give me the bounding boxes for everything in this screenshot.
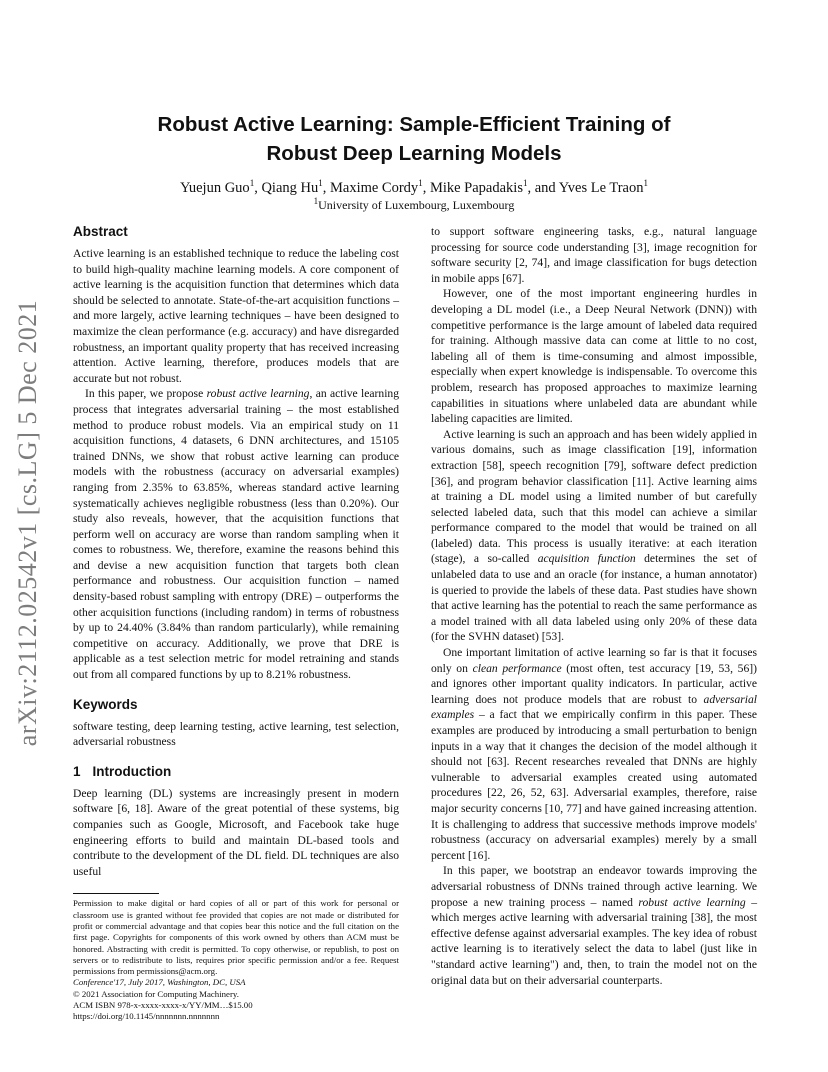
isbn-line: ACM ISBN 978-x-xxxx-xxxx-x/YY/MM…$15.00 [73, 1000, 253, 1011]
section-heading-introduction [73, 764, 399, 780]
intro-paragraph [431, 645, 757, 863]
author-name: Maxime Cordy [329, 179, 419, 196]
emphasis: acquisition function [537, 552, 636, 566]
title-line-2: Robust Deep Learning Models [266, 142, 562, 165]
author-name: Yuejun Guo [180, 179, 250, 196]
intro-paragraph [431, 427, 757, 645]
text-run: In this paper, we bootstrap an endeavor towards improving the adversarial robustness of DNNs trained through active learning. We propose a new training process – named [431, 864, 757, 909]
author-name: Qiang Hu [261, 179, 319, 196]
abstract-paragraph: Active learning is an established technique to reduce the labeling cost to build high-quality machine learning models. A core component of active learning is the acquisition function that determines which data should be selected to annotate. State-of-the-art acquisition functions – and more largely, active learning techniques – have been designed to maximize the clean performance (e.g. accuracy) and have disregarded robustness, an important quality property that has received increasing attention. Active learning, therefore, produces models that are accurate but not robust. [73, 247, 399, 385]
text-run: determines the set of unlabeled data to use and an oracle (for instance, a human annotator) is queried to provide the labels of these data. Past studies have shown that active learning has the potential to reach the same performance as a model trained with all data labeled using only 20% of these data (for the SVHN dataset) [53]. [431, 552, 757, 644]
section-title: Introduction [92, 763, 172, 779]
doi-line: https://doi.org/10.1145/nnnnnnn.nnnnnnn [73, 1011, 220, 1022]
affiliation-text: University of Luxembourg, Luxembourg [318, 198, 515, 212]
text-run: One important limitation of active learning so far is that it focuses only on [431, 646, 757, 675]
text-run: In this paper, we propose [85, 387, 207, 401]
arxiv-identifier-text: arXiv:2112.02542v1 [cs.LG] 5 Dec 2021 [13, 299, 42, 747]
affiliation [74, 196, 754, 213]
affiliation-mark: 1 [643, 178, 648, 188]
text-run: Active learning is such an approach and has been widely applied in various domains, such as image classification [19], information extraction [58], speech recognition [79], software defect prediction [36], and program behavior classification [11]. Active learning aims at training a DL model using a limited number of but carefully selected labeled data, such that this model can achieve a similar performance compared to the model that would be trained on all (labeled) data. This process is usually iterative: at each iteration (stage), a so-called [431, 427, 757, 566]
emphasis: robust active learning [206, 387, 310, 401]
affiliation-mark: 1 [313, 196, 319, 206]
author-name: and Yves Le Traon [534, 179, 644, 196]
intro-paragraph: Deep learning (DL) systems are increasingly present in modern software [6, 18]. Aware of the great potential of these systems, big companies such as Google, Microsoft, and Facebook take huge engineering efforts to build and maintain DL-based tools and contribute to the development of the DL field. DL techniques are also useful [73, 786, 399, 878]
keywords-text: software testing, deep learning testing, active learning, test selection, adversarial robustness [73, 719, 399, 749]
abstract-paragraph [73, 386, 399, 682]
title-line-1: Robust Active Learning: Sample-Efficient Training of [157, 113, 671, 136]
section-number: 1 [73, 763, 81, 779]
intro-paragraph [431, 863, 757, 988]
permission-notice: Permission to make digital or hard copies of all or part of this work for personal or classroom use is granted without fee provided that copies are not made or distributed for profit or commercial advantage and that copies bear this notice and the full citation on the first page. Copyrights for components of this work owned by others than ACM must be honored. Abstracting with credit is permitted. To copy otherwise, or republish, to post on servers or to redistribute to lists, requires prior specific permission and/or a fee. Request permissions from permissions@acm.org. [73, 898, 399, 977]
conference-info: Conference'17, July 2017, Washington, DC, USA [73, 977, 246, 988]
emphasis: clean performance [472, 661, 562, 675]
footnote-rule [73, 893, 159, 894]
text-run: – a fact that we empirically confirm in this paper. These examples are produced by introducing a small perturbation to benign inputs in a way that it changes the decision of the model although it should not [63]. Recent researches revealed that DNNs are highly vulnerable to adversarial examples created using automated procedures [22, 26, 52, 63]. Adversarial examples, therefore, raise major security concerns [10, 77] and have gained increasing attention. It is challenging to address that successive methods improve models' robustness (accuracy on adversarial examples) merely by a small percent [16]. [431, 708, 757, 862]
emphasis: robust active learning [638, 895, 746, 909]
intro-paragraph: However, one of the most important engineering hurdles in developing a DL model (i.e., a Deep Neural Network (DNN)) with competitive performance is the large amount of labeled data required for training. Although massive data can come at little to no cost, labeling all of them is time-consuming and almost impossible, especially when expert knowledge is indispensable. To overcome this problem, research has proposed approaches to maximize learning capabilities in situations where unlabeled data are abundant while labeling capacities are limited. [431, 287, 757, 426]
text-run: , an active learning process that integrates adversarial training – the most established method to produce robust models. Via an empirical study on 11 acquisition functions, 4 datasets, 6 DNN architectures, and 15105 trained DNNs, we show that robust active learning can produce models with the robustness (accuracy on adversarial examples) ranging from 2.35% to 63.85%, whereas standard active learning systematically achieves negligible robustness (less than 0.20%). Our study also reveals, however, that the acquisition functions that perform well on accuracy are worse than random sampling when it comes to robustness. We, therefore, examine the reasons behind this and devise a new acquisition function that targets both clean performance and robustness. Our acquisition function – named density-based robust sampling with entropy (DRE) – outperforms the other acquisition functions (including random) in terms of robustness by up to 24.40% (3.84% than random particularly), while remaining competitive on accuracy. Additionally, we prove that DRE is applicable as a test selection metric for model retraining and stands out from all compared functions by up to 8.21% robustness. [73, 387, 400, 682]
arxiv-identifier [4, 288, 52, 758]
author-name: Mike Papadakis [429, 179, 523, 196]
intro-paragraph: to support software engineering tasks, e.g., natural language processing for source code understanding [3], image recognition for software security [2, 74], and image classification for bugs detection in mobile apps [67]. [431, 225, 757, 285]
text-run: (most often, test accuracy [19, 53, 56]) and ignores other important quality indicators. In particular, active learning does not produce models that are robust to [431, 661, 757, 706]
text-run: – which merges active learning with adversarial training [38], the most effective defense against adversarial examples. The key idea of robust active learning is to iteratively select the data to label (just like in "standard active learning") and, then, to train the model not on the original data but on their adversarial counterparts. [431, 895, 757, 987]
emphasis: adversarial examples [431, 692, 757, 722]
affiliation-mark: 1 [318, 178, 323, 188]
affiliation-mark: 1 [418, 178, 423, 188]
left-column [73, 224, 399, 1023]
author-list: Yuejun Guo$^1$, Qiang Hu$^1$, Maxime Cordy$^1$, Mike Papadakis$^1$, and Yves Le Traon$^1$ [180, 178, 648, 196]
paper-title [74, 110, 754, 168]
affiliation-mark: 1 [249, 178, 255, 188]
copyright-footnote [73, 898, 399, 1022]
keywords-heading: Keywords [73, 696, 138, 712]
copyright-line: © 2021 Association for Computing Machinery. [73, 988, 239, 999]
right-column [431, 224, 757, 988]
abstract-heading: Abstract [73, 224, 128, 239]
affiliation-mark: 1 [522, 178, 528, 188]
